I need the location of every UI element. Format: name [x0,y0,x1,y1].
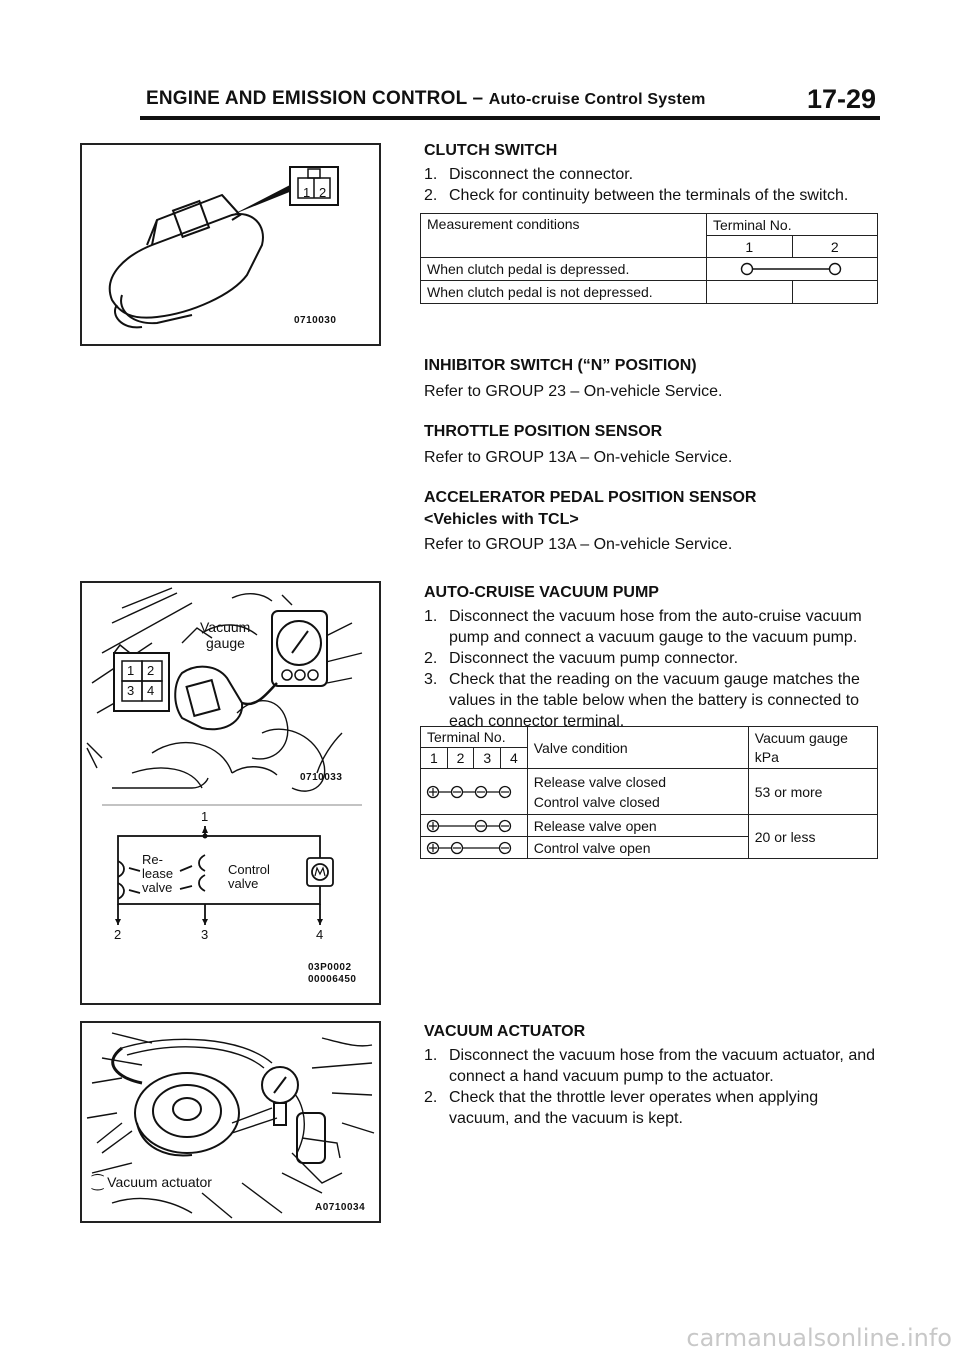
connector-pin-1: 1 [127,663,135,678]
table-row [421,769,878,815]
vacuum-actuator-illustration [82,1023,379,1221]
terminal-connection-indicator [421,837,528,859]
table-cell-gauge: 20 or less [748,815,877,859]
vacuum-pump-figure [80,581,381,1005]
table-cell-valve: Release valve open [527,815,748,837]
table-row [421,815,878,837]
table-header-valve: Valve condition [527,727,748,769]
schematic-terminal-3: 3 [201,927,209,942]
figure-code: 0710030 [294,315,337,326]
watermark: carmanualsonline.info [686,1324,952,1352]
list-item: 2. Check that the throttle lever operates when applying vacuum, and the vacuum is kept. [424,1089,819,1127]
list-item: 1. Disconnect the vacuum hose from the vacuum actuator, and connect a hand vacuum pump to the actuator. [424,1047,876,1085]
accelerator-sensor-title: ACCELERATOR PEDAL POSITION SENSOR [424,489,757,506]
page-header [140,84,880,120]
list-item: 1. Disconnect the connector. [424,166,634,183]
vacuum-actuator-label: ⁐ Vacuum actuator [92,1174,212,1190]
release-valve-label: Re- lease valve [142,852,174,895]
vacuum-gauge-icon [272,611,327,686]
table-header-terminal-2: 2 [792,236,878,258]
figure-code: A0710034 [315,1202,366,1213]
table-row [421,281,878,304]
gauge-label: gauge [206,635,245,651]
connector-pin-1: 1 [303,185,311,200]
figure-code: 0710033 [300,772,343,783]
list-item: 2. Check for continuity between the terminals of the switch. [424,187,849,204]
table-cell-empty [792,281,878,304]
vacuum-pump-connector-diagram [114,645,169,711]
table-header-terminal: Terminal No. [421,727,528,748]
connector-pin-2: 2 [147,663,155,678]
inhibitor-switch-title: INHIBITOR SWITCH (“N” POSITION) [424,357,697,374]
table-cell-gauge: 53 or more [748,769,877,815]
vacuum-pump-title: AUTO-CRUISE VACUUM PUMP [424,584,659,601]
table-header-terminal-4: 4 [501,748,528,769]
vacuum-label: Vacuum [200,619,251,635]
table-header-terminal-2: 2 [447,748,474,769]
table-header-terminal-3: 3 [474,748,501,769]
hand-vacuum-pump-gauge-icon [262,1067,325,1163]
list-item: 1. Disconnect the vacuum hose from the auto-cruise vacuum pump and connect a vacuum gauge to the vacuum pump. [424,608,862,646]
connector-pin-diagram [290,167,338,205]
schematic-terminal-4: 4 [316,927,324,942]
vacuum-pump-steps [424,606,880,732]
vacuum-actuator-steps [424,1045,880,1129]
table-row [421,258,878,281]
terminal-connection-indicator [421,815,528,837]
control-valve-label: Control valve [228,862,270,891]
clutch-switch-table [420,213,878,304]
connector-pin-4: 4 [147,683,155,698]
terminal-connection-indicator [421,769,528,815]
accelerator-sensor-subtitle: <Vehicles with TCL> [424,511,579,528]
continuity-indicator [707,258,878,281]
table-cell-valve: Control valve open [527,837,748,859]
figure-code: 03P0002 [308,962,352,973]
figure-code: 00006450 [308,974,357,985]
clutch-switch-figure [80,143,381,346]
vacuum-actuator-figure [80,1021,381,1223]
schematic-terminal-1: 1 [201,809,209,824]
inhibitor-switch-text: Refer to GROUP 23 – On-vehicle Service. [424,383,723,400]
schematic-terminal-2: 2 [114,927,122,942]
table-header-gauge: Vacuum gauge kPa [748,727,877,769]
table-header-terminal-1: 1 [421,748,448,769]
header-rule [140,116,880,120]
throttle-sensor-text: Refer to GROUP 13A – On-vehicle Service. [424,449,733,466]
table-cell-condition: When clutch pedal is depressed. [421,258,707,281]
connector-pointer-arrow [232,185,292,215]
vacuum-actuator-diaphragm-icon [135,1073,239,1156]
throttle-sensor-title: THROTTLE POSITION SENSOR [424,423,663,440]
table-cell-empty [707,281,793,304]
list-item: 3. Check that the reading on the vacuum gauge matches the values in the table below when the battery is connected to each connector terminal. [424,671,860,730]
table-cell-valve: Release valve closed Control valve closed [527,769,748,815]
clutch-switch-steps [424,164,884,206]
table-header-terminal: Terminal No. [707,214,878,236]
vacuum-pump-table [420,726,878,859]
list-item: 2. Disconnect the vacuum pump connector. [424,650,739,667]
clutch-switch-title: CLUTCH SWITCH [424,142,558,159]
vacuum-actuator-title: VACUUM ACTUATOR [424,1023,586,1040]
accelerator-sensor-text: Refer to GROUP 13A – On-vehicle Service. [424,536,733,553]
table-header-terminal-1: 1 [707,236,793,258]
connector-pin-2: 2 [319,185,327,200]
table-header-conditions: Measurement conditions [421,214,707,258]
table-cell-condition: When clutch pedal is not depressed. [421,281,707,304]
connector-pin-3: 3 [127,683,135,698]
page-number: 17-29 [806,84,876,114]
header-title: ENGINE AND EMISSION CONTROL – Auto-cruise Control System [146,88,706,109]
